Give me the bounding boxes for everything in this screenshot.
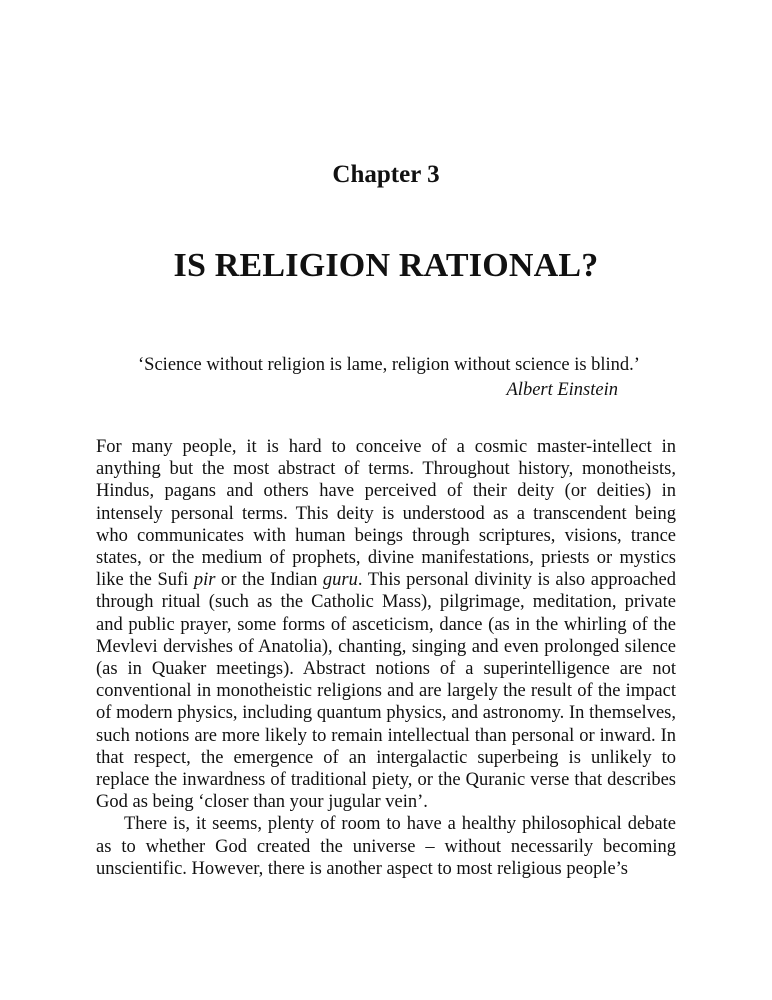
body-text: [96, 436, 676, 880]
term-pir: pir: [193, 570, 216, 591]
paragraph-1-part-2: or the Indian: [215, 570, 323, 591]
paragraph-2: There is, it seems, plenty of room to have a healthy philosophical debate as to whether God created the universe – without necessarily becoming unscientific. However, there is another aspect to most religious people’s: [96, 814, 676, 879]
paragraph-1-part-1: For many people, it is hard to conceive of a cosmic master-intellect in anything but the most abstract of terms. Throughout history, monotheists, Hindus, pagans and others have perceived of their deity (or deities) in intensely personal terms. This deity is understood as a transcendent being who communicates with human beings through scriptures, visions, trance states, or the medium of prophets, divine manifestations, priests or mystics like the Sufi: [96, 437, 676, 591]
paragraph-1-part-3: . This personal divinity is also approached through ritual (such as the Catholic Mass), pilgrimage, meditation, private and public prayer, some forms of asceticism, dance (as in the whirling of the Mevlevi dervishes of Anatolia), chanting, singing and even prolonged silence (as in Quaker meetings). Abstract notions of a superintelligence are not conventional in monotheistic religions and are largely the result of the impact of modern physics, including quantum physics, and astronomy. In themselves, such notions are more likely to remain intellectual than personal or inward. In that respect, the emergence of an intergalactic superbeing is unlikely to replace the inwardness of traditional piety, or the Quranic verse that describes God as being ‘closer than your jugular vein’.: [96, 570, 676, 813]
chapter-title: IS RELIGION RATIONAL?: [173, 247, 599, 284]
epigraph-author: Albert Einstein: [506, 380, 618, 400]
paragraph-1: [96, 436, 676, 813]
chapter-label: Chapter 3: [332, 161, 440, 188]
term-guru: guru: [322, 570, 358, 591]
epigraph: [0, 353, 772, 400]
epigraph-quote: ‘Science without religion is lame, religion without science is blind.’: [138, 355, 640, 375]
